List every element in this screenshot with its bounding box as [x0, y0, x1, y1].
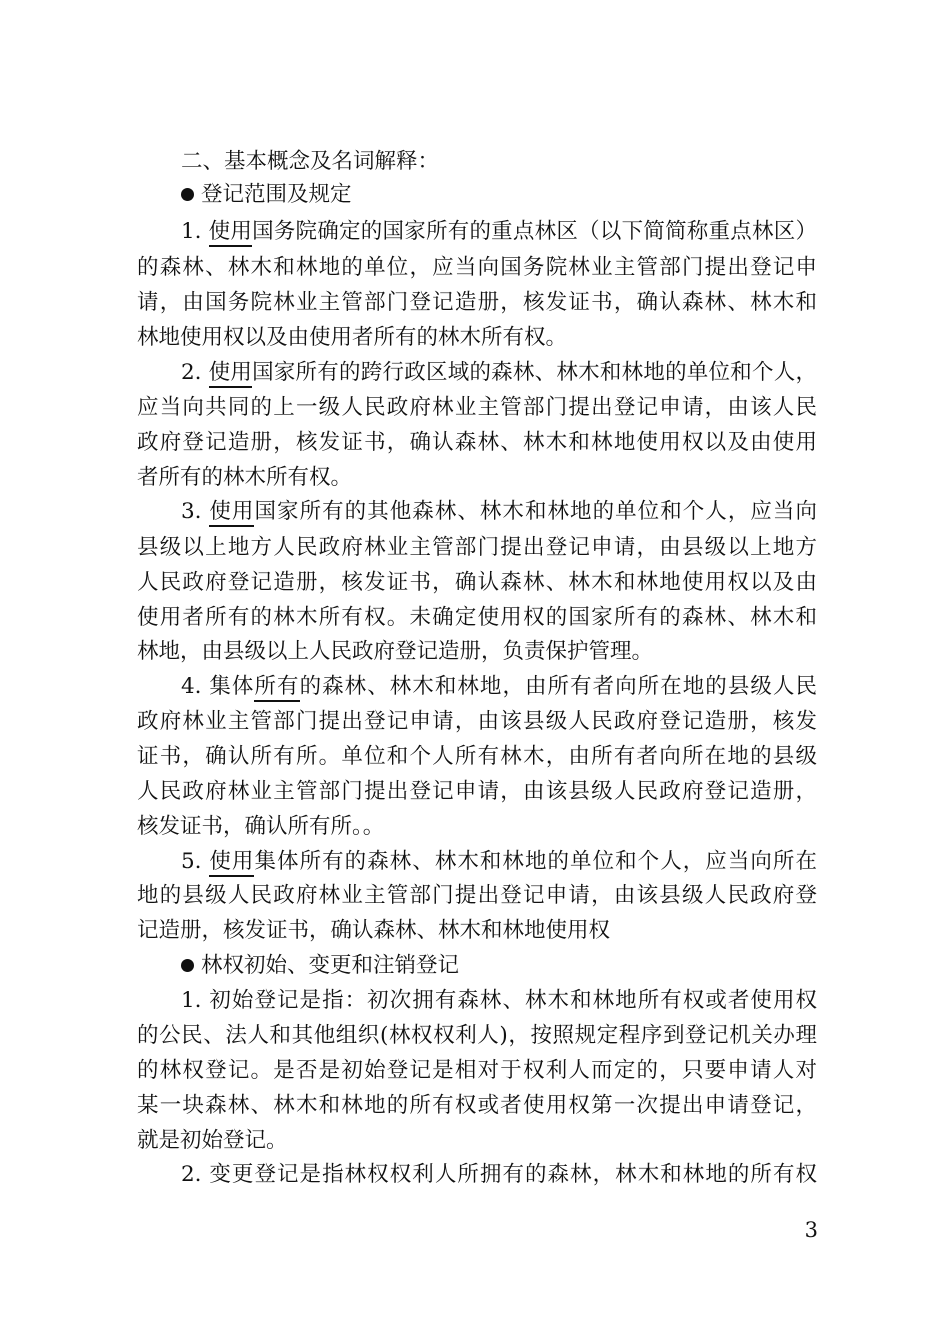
bullet-icon	[181, 959, 194, 972]
paragraph-line: 记造册，核发证书，确认森林、林木和林地使用权	[137, 918, 611, 943]
paragraph-line: 应当向共同的上一级人民政府林业主管部门提出登记申请，由该人民	[137, 395, 817, 420]
paragraph-line: 某一块森林、林木和林地的所有权或者使用权第一次提出申请登记，	[137, 1093, 817, 1118]
paragraph-line: 请，由国务院林业主管部门登记造册，核发证书，确认森林、林木和	[137, 290, 817, 315]
paragraph-line: 就是初始登记。	[137, 1128, 288, 1153]
paragraph-line: 地的县级人民政府林业主管部门提出登记申请，由该县级人民政府登	[137, 883, 817, 908]
paragraph-line: 人民政府林业主管部门提出登记申请，由该县级人民政府登记造册，	[137, 779, 817, 804]
underlined-term: 所有	[254, 674, 299, 702]
underlined-term: 使用	[209, 360, 252, 388]
underlined-term: 使用	[209, 219, 252, 247]
paragraph-line: 的公民、法人和其他组织(林权权利人)，按照规定程序到登记机关办理	[137, 1023, 817, 1048]
underlined-term: 使用	[209, 499, 254, 527]
paragraph-line: 人民政府登记造册，核发证书，确认森林、林木和林地使用权以及由	[137, 570, 817, 595]
paragraph-line: 证书，确认所有所。单位和个人所有林木，由所有者向所在地的县级	[137, 744, 817, 769]
paragraph-line: 5. 使用集体所有的森林、林木和林地的单位和个人，应当向所在	[137, 842, 817, 882]
document-page	[137, 0, 817, 1344]
bullet-icon	[181, 188, 194, 201]
paragraph-line: 1. 使用国务院确定的国家所有的重点林区（以下简简称重点林区）	[137, 212, 817, 252]
paragraph-line: 使用者所有的林木所有权。未确定使用权的国家所有的森林、林木和	[137, 605, 817, 630]
paragraph-line: 核发证书，确认所有所。。	[137, 814, 385, 839]
page-number: 3	[804, 1218, 818, 1242]
paragraph-line: 林地使用权以及由使用者所有的林木所有权。	[137, 325, 568, 350]
underlined-term: 使用	[209, 849, 254, 877]
section-title: 二、基本概念及名词解释：	[181, 149, 440, 174]
paragraph-line: 者所有的林木所有权。	[137, 465, 353, 490]
paragraph-line: 4. 集体所有的森林、林木和林地，由所有者向所在地的县级人民	[137, 667, 817, 707]
paragraph-line: 林地，由县级以上人民政府登记造册，负责保护管理。	[137, 639, 654, 664]
paragraph-line: 3. 使用国家所有的其他森林、林木和林地的单位和个人，应当向	[137, 492, 817, 532]
paragraph-line: 政府林业主管部门提出登记申请，由该县级人民政府登记造册，核发	[137, 709, 817, 734]
paragraph-line: 2. 变更登记是指林权权利人所拥有的森林，林木和林地的所有权	[181, 1162, 817, 1187]
paragraph-line: 县级以上地方人民政府林业主管部门提出登记申请，由县级以上地方	[137, 535, 817, 560]
paragraph-line: 的林权登记。是否是初始登记是相对于权利人而定的，只要申请人对	[137, 1058, 817, 1083]
heading-registration-scope: 登记范围及规定	[137, 175, 817, 215]
heading-initial-change-cancel: 林权初始、变更和注销登记	[137, 946, 817, 986]
paragraph-line: 政府登记造册，核发证书，确认森林、林木和林地使用权以及由使用	[137, 430, 817, 455]
paragraph-line: 1. 初始登记是指：初次拥有森林、林木和林地所有权或者使用权	[181, 988, 817, 1013]
paragraph-line: 的森林、林木和林地的单位，应当向国务院林业主管部门提出登记申	[137, 255, 817, 280]
paragraph-line: 2. 使用国家所有的跨行政区域的森林、林木和林地的单位和个人，	[137, 353, 817, 393]
